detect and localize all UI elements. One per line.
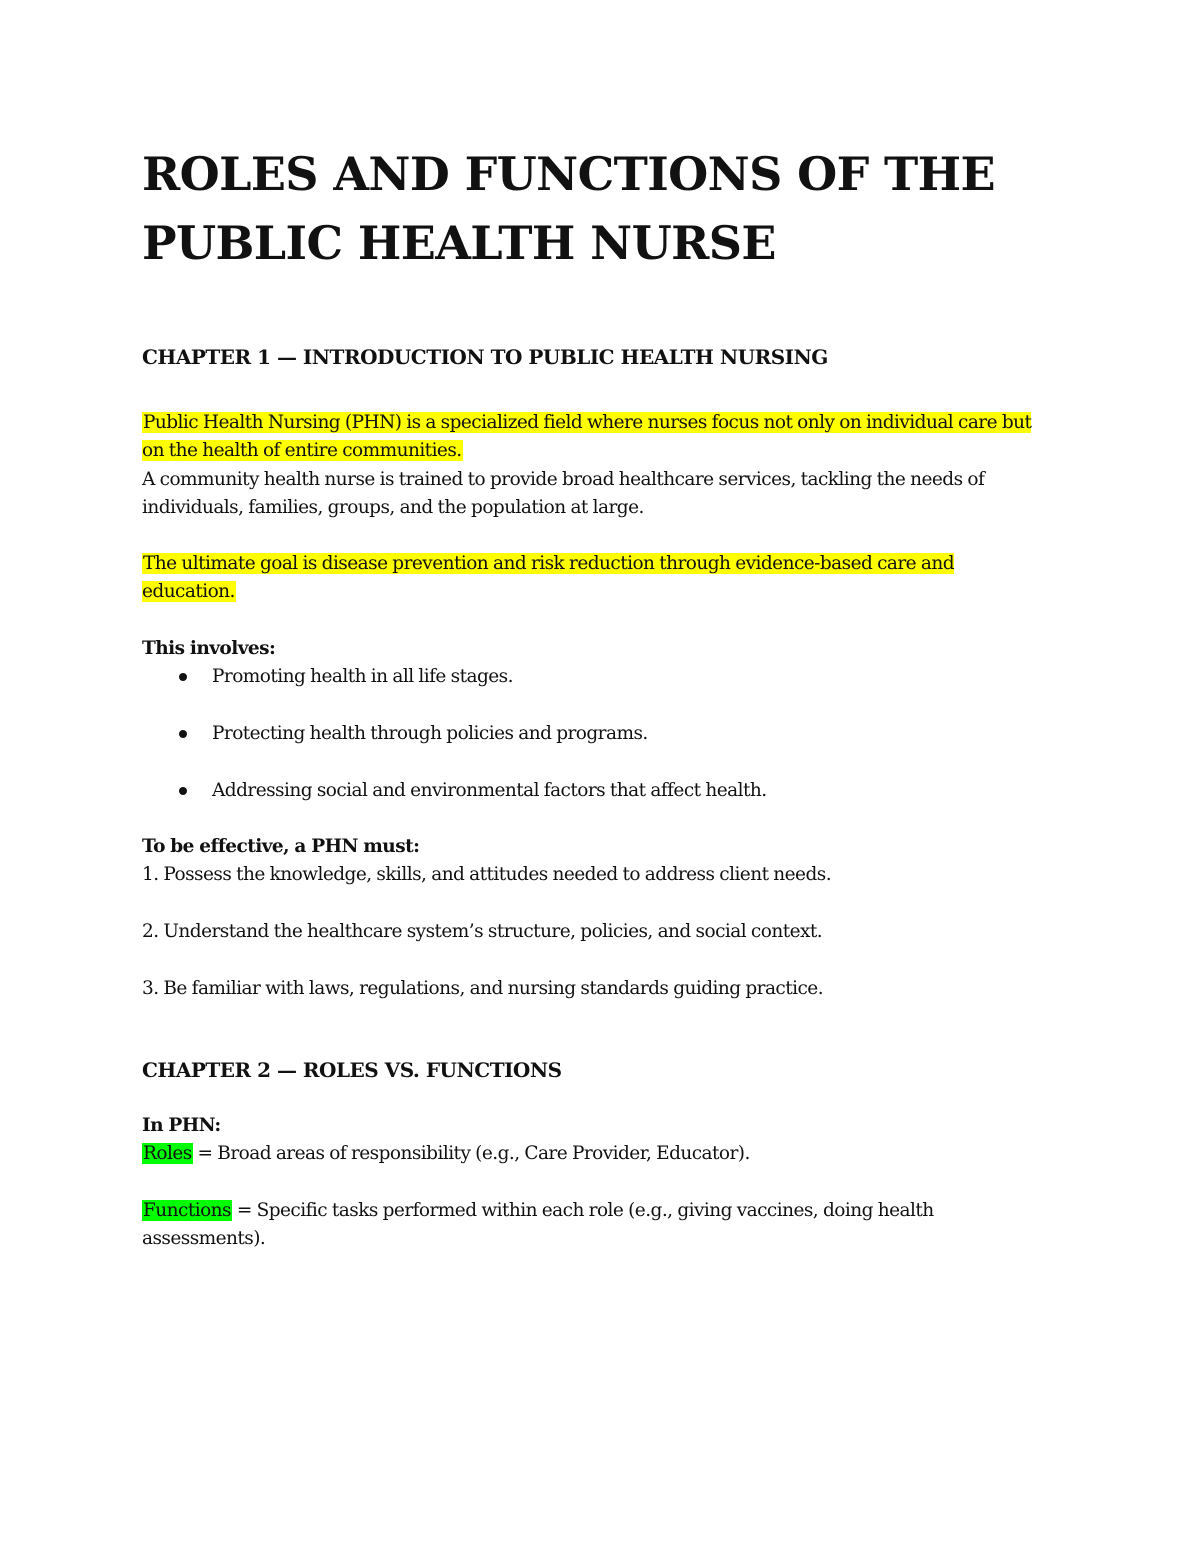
intro-highlighted-text: Public Health Nursing (PHN) is a specialized field where nurses focus not only on individual care but on the health of entire communities. [142,412,1032,462]
list-item-text: Addressing social and environmental factors that affect health. [212,779,767,801]
document-title [142,140,1050,278]
effective-list [142,861,1050,1003]
list-item [142,777,1050,805]
list-item-text: Promoting health in all life stages. [212,666,513,688]
effective-label: To be effective, a PHN must: [142,835,420,857]
bullet-dot-icon [179,730,187,738]
functions-term: Functions [143,1199,231,1221]
list-item: 2. Understand the healthcare system’s structure, policies, and social context. [142,921,823,943]
list-item-text: Protecting health through policies and programs. [212,722,648,744]
roles-term: Roles [143,1143,192,1165]
bullet-dot-icon [179,787,187,795]
list-item [142,720,1050,748]
goal-paragraph [142,550,1050,607]
functions-definition [142,1197,1050,1254]
roles-definition [142,1140,1050,1168]
chapter-2-heading: CHAPTER 2 — ROLES VS. FUNCTIONS [142,1058,562,1083]
intro-plain-text: A community health nurse is trained to provide broad healthcare services, tackling the needs of individuals, families, groups, and the population at large. [142,468,985,518]
bullet-dot-icon [179,673,187,681]
list-item: 3. Be familiar with laws, regulations, and nursing standards guiding practice. [142,977,824,999]
roles-definition-text: = Broad areas of responsibility (e.g., Care Provider, Educator). [192,1143,750,1165]
chapter-1-intro [142,409,1050,522]
document-title-line-1: ROLES AND FUNCTIONS OF THE [142,147,996,201]
involves-list [142,663,1050,805]
goal-highlighted-text: The ultimate goal is disease prevention and risk reduction through evidence-based care and education. [142,553,955,603]
in-phn-label: In PHN: [142,1115,221,1137]
functions-definition-text: = Specific tasks performed within each role (e.g., giving vaccines, doing health assessments). [142,1199,934,1250]
list-item [142,663,1050,691]
chapter-1-heading: CHAPTER 1 — INTRODUCTION TO PUBLIC HEALTH NURSING [142,345,828,369]
involves-label: This involves: [142,637,276,659]
list-item: 1. Possess the knowledge, skills, and attitudes needed to address client needs. [142,864,832,886]
document-title-line-2: PUBLIC HEALTH NURSE [142,216,776,270]
